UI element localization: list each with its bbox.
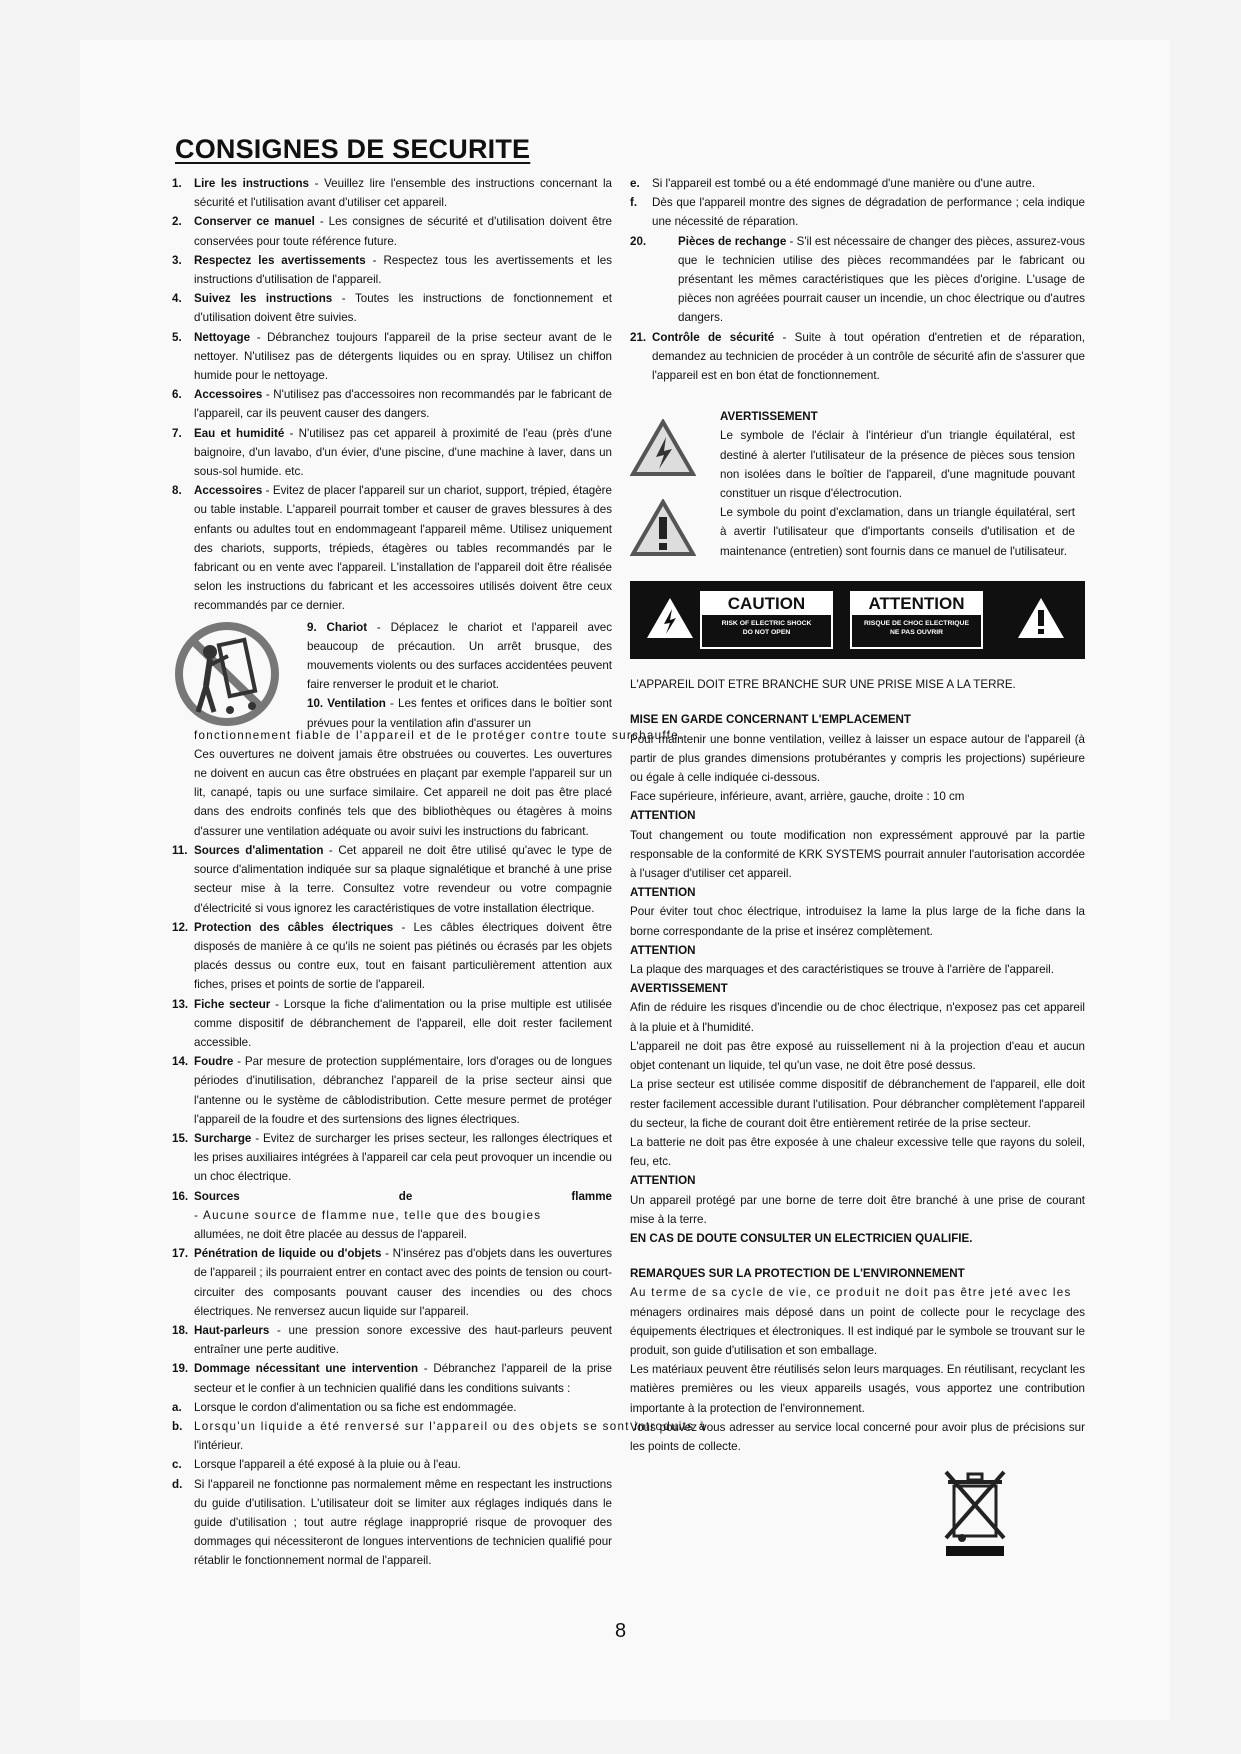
lettered-item: e. Si l'appareil est tombé ou a été endommagé d'une manière ou d'une autre. <box>630 177 1036 190</box>
warning-block <box>630 407 1085 558</box>
environment-title: REMARQUES SUR LA PROTECTION DE L'ENVIRONNEMENT <box>630 1267 965 1281</box>
item-16: 16. Sources de flamme - Aucune source de flamme nue, telle que des bougies allumées, ne doit être placée au dessus de l'appareil. <box>172 1189 612 1241</box>
environment-line: Au terme de sa cycle de vie, ce produit ne doit pas être jeté avec les <box>630 1286 1072 1300</box>
attention-box: ATTENTION RISQUE DE CHOC ELECTRIQUE NE PAS OUVRIR <box>850 591 983 649</box>
numbered-item: 18. Haut-parleurs - une pression sonore excessive des haut-parleurs peuvent entraîner une perte auditive. <box>172 1323 612 1357</box>
numbered-item: 7. Eau et humidité - N'utilisez pas cet appareil à proximité de l'eau (près d'une baignoire, d'un lavabo, d'un évier, d'une piscine, d'une machine à laver, dans un sous-sol humide. etc. <box>172 426 612 479</box>
lettered-item: f. Dès que l'appareil montre des signes de dégradation de performance ; cela indique une nécessité de réparation. <box>630 196 1085 229</box>
exclamation-warning-icon <box>630 499 696 557</box>
attention-text: Un appareil protégé par une borne de terre doit être branché à une prise de courant mise à la terre. <box>630 1193 1085 1226</box>
avertissement-text: La prise secteur est utilisée comme dispositif de débranchement de l'appareil, elle doit rester facilement accessible durant l'utilisation. Pour débrancher complètement l'appareil du secteur, la fiche de courant doit être entièrement retirée de la prise secteur. <box>630 1078 1085 1130</box>
mise-dimensions: Face supérieure, inférieure, avant, arrière, gauche, droite : 10 cm <box>630 790 965 804</box>
caution-box: CAUTION RISK OF ELECTRIC SHOCK DO NOT OPEN <box>700 591 833 649</box>
avertissement-text: L'appareil ne doit pas être exposé au ruissellement ni à la projection d'eau et aucun objet contenant un liquide, tel qu'un vase, ne doit être posé dessus. <box>630 1039 1085 1073</box>
ventilation-text: Ces ouvertures ne doivent jamais être obstruées ou couvertes. Les ouvertures ne doivent en aucun cas être obstruées en plaçant par exemple l'appareil sur un lit, canapé, tapis ou une surface similaire. Cet appareil ne doit pas être placé dans des endroits confinés tels que des bibliothèques ou étagères à moins d'assurer une ventilation adéquate ou avoir suivi les instructions du fabricant. <box>194 747 612 838</box>
attention-text: La plaque des marquages et des caractéristiques se trouve à l'arrière de l'appareil. <box>630 963 1054 977</box>
numbered-item: 2. Conserver ce manuel - Les consignes de sécurité et d'utilisation doivent être conservées pour toute référence future. <box>172 215 612 248</box>
warning-exclamation-text: Le symbole du point d'exclamation, dans un triangle équilatéral, sert à avertir l'utilisateur que d'importants conseils d'utilisation et de maintenance (entretien) sont fournis dans ce manuel de l'utilisateur. <box>720 506 1075 558</box>
attention-title: ATTENTION <box>630 1174 696 1188</box>
left-column <box>172 174 707 1571</box>
lettered-item: a. Lorsque le cordon d'alimentation ou sa fiche est endommagée. <box>172 1400 517 1414</box>
right-column <box>630 174 1085 1566</box>
numbered-item: 3. Respectez les avertissements - Respectez tous les avertissements et les instructions d'utilisation de l'appareil. <box>172 253 613 287</box>
ventilation-line: fonctionnement fiable de l'appareil et de le protéger contre toute surchauffe. <box>194 728 684 742</box>
attention-text: Tout changement ou toute modification non expressément approuvé par la partie responsable de la conformité de KRK SYSTEMS pourrait annuler l'autorisation accordée à l'usager d'utiliser cet appareil. <box>630 828 1085 881</box>
item-20: 20. Pièces de rechange - S'il est nécessaire de changer des pièces, assurez-vous que le technicien utilise des pièces recommandées par le fabricant ou présentant les mêmes caractéristiques que les pièces d'origine. L'usage de pièces non agréées pourrait causer un incendie, un choc électrique ou d'autres dangers. <box>630 234 1085 325</box>
warning-lightning-text: Le symbole de l'éclair à l'intérieur d'un triangle équilatéral, est destiné à alerter l'utilisateur de la présence de pièces sous tension non isolées dans le boîtier de l'appareil, d'une magnitude pouvant constituer un risque d'électrocution. <box>720 429 1075 501</box>
numbered-item: 12. Protection des câbles électriques - Les câbles électriques doivent être disposés de manière à ce qu'ils ne soient pas piétinés ou écrasés par les objets placés dessus ou contre eux, tout en faisant particulièrement attention aux fiches, prises et points de sortie de l'appareil. <box>172 920 612 992</box>
exclamation-warning-icon <box>1015 595 1067 641</box>
lettered-item: d. Si l'appareil ne fonctionne pas normalement même en respectant les instructions du guide d'utilisation. L'utilisateur doit se limiter aux réglages indiqués dans le guide d'utilisation ; tout autre réglage inapproprié risque de provoquer des dommages qui nécessiteront de longues interventions de technicien qualifié pour rétablir le fonctionnement normal de l'appareil. <box>172 1477 612 1568</box>
lettered-item: l'intérieur. <box>194 1439 244 1453</box>
page-number: 8 <box>614 1620 627 1642</box>
numbered-item: 1. Lire les instructions - Veuillez lire l'ensemble des instructions concernant la sécurité et l'utilisation avant d'utiliser cet appareil. <box>172 177 613 210</box>
environment-text: Les matériaux peuvent être réutilisés selon leurs marquages. En réutilisant, recyclant les matières premières ou les vieux appareils usagés, vous apportez une contribution importante à la protection de l'environnement. <box>630 1363 1085 1415</box>
attention-title: ATTENTION <box>630 943 696 957</box>
numbered-item: 13. Fiche secteur - Lorsque la fiche d'alimentation ou la prise multiple est utilisée comme dispositif de débranchement de l'appareil, elle doit rester facilement accessible. <box>172 997 613 1049</box>
environment-text: Vous pouvez vous adresser au service local concerné pour avoir plus de précisions sur les points de collecte. <box>630 1420 1085 1453</box>
lettered-item: b. Lorsqu'un liquide a été renversé sur l'appareil ou des objets se sont introduits à <box>172 1419 707 1433</box>
tip-over-cart-icon <box>172 622 282 726</box>
attention-text: Pour éviter tout choc électrique, introduisez la lame la plus large de la fiche dans la borne correspondante de la prise et insérez complètement. <box>630 905 1085 938</box>
numbered-item: 14. Foudre - Par mesure de protection supplémentaire, lors d'orages ou de longues périodes d'inutilisation, débranchez l'appareil de la prise secteur ainsi que l'antenne ou le système de câblodistribution. Cette mesure permet de protéger l'appareil de la foudre et des surtensions des lignes électriques. <box>172 1055 612 1126</box>
chariot-block <box>172 618 613 730</box>
environment-text: ménagers ordinaires mais déposé dans un point de collecte pour le recyclage des équipements électriques et électroniques. Il est indiqué par le symbole se trouvant sur le produit, son guide d'utilisation et son emballage. <box>630 1305 1085 1357</box>
caution-label <box>630 581 1085 659</box>
attention-title: ATTENTION <box>630 809 696 823</box>
numbered-item: 17. Pénétration de liquide ou d'objets - N'insérez pas d'objets dans les ouvertures de l'appareil ; ils pourraient entrer en contact avec des points de tension ou court-circuiter des composants pouvant causer des incendies ou des chocs électriques. Ne renversez aucun liquide sur l'appareil. <box>172 1247 612 1318</box>
item-10-ventilation: 10. Ventilation - Les fentes et orifices dans le boîtier sont prévues pour la ventilation afin d'assurer un <box>307 697 612 730</box>
lightning-warning-icon <box>644 595 696 641</box>
avertissement-text: Afin de réduire les risques d'incendie ou de choc électrique, n'exposez pas cet appareil à la pluie et à l'humidité. <box>630 1001 1085 1034</box>
page-title: CONSIGNES DE SECURITE <box>175 134 531 164</box>
numbered-item: 8. Accessoires - Evitez de placer l'appareil sur un chariot, support, trépied, étagère ou table instable. L'appareil pourrait tomber et causer de graves blessures à des enfants ou adultes tout en endommageant l'appareil même. Utilisez uniquement des chariots, supports, trépieds, étagères ou tables recommandés par le fabricant ou en vente avec l'appareil. L'installation de l'appareil doit être réalisée selon les instructions du fabricant et les accessoires utilisés doivent être ceux recommandés par ce dernier. <box>172 484 612 613</box>
numbered-item: 19. Dommage nécessitant une intervention - Débranchez l'appareil de la prise secteur et le confier à un technicien qualifié dans les conditions suivants : <box>172 1362 612 1395</box>
doute-notice: EN CAS DE DOUTE CONSULTER UN ELECTRICIEN QUALIFIE. <box>630 1231 973 1245</box>
item-9-chariot: 9. Chariot - Déplacez le chariot et l'appareil avec beaucoup de précaution. Un arrêt brusque, des mouvements violents ou des surfaces accidentées peuvent faire renverser le produit et le chariot. <box>307 620 613 692</box>
item-21: 21. Contrôle de sécurité - Suite à tout opération d'entretien et de réparation, demandez au technicien de procéder à un contrôle de sécurité afin de s'assurer que l'appareil est en bon état de fonctionnement. <box>630 330 1085 383</box>
earth-notice: L'APPAREIL DOIT ETRE BRANCHE SUR UNE PRISE MISE A LA TERRE. <box>630 678 1016 692</box>
attention-title: ATTENTION <box>630 886 696 900</box>
lightning-warning-icon <box>630 419 696 477</box>
mise-text: Pour maintenir une bonne ventilation, veillez à laisser un espace autour de l'appareil (à partir de plus grandes dimensions protubérantes y compris les projections) supérieure ou égale à celle indiquée ci-dessous. <box>630 732 1085 785</box>
warning-title: AVERTISSEMENT <box>720 410 818 424</box>
lettered-item: c. Lorsque l'appareil a été exposé à la pluie ou à l'eau. <box>172 1458 461 1472</box>
numbered-item: 5. Nettoyage - Débranchez toujours l'appareil de la prise secteur avant de le nettoyer. N'utilisez pas de détergents liquides ou en spray. Utilisez un chiffon humide pour le nettoyage. <box>172 330 612 383</box>
numbered-item: 11. Sources d'alimentation - Cet appareil ne doit être utilisé qu'avec le type de source d'alimentation indiquée sur sa plaque signalétique et branché à une prise secteur mise à la terre. Consultez votre revendeur ou votre compagnie d'électricité si vous ignorez les caractéristiques de votre installation électrique. <box>172 843 612 915</box>
numbered-item: 4. Suivez les instructions - Toutes les instructions de fonctionnement et d'utilisation doivent être suivies. <box>172 292 613 325</box>
weee-bin-icon <box>940 1464 1010 1560</box>
avertissement-text: La batterie ne doit pas être exposée à une chaleur excessive telle que rayons du soleil, feu, etc. <box>630 1135 1085 1169</box>
numbered-item: 6. Accessoires - N'utilisez pas d'accessoires non recommandés par le fabricant de l'appareil, car ils peuvent causer des dangers. <box>172 388 612 421</box>
numbered-item: 15. Surcharge - Evitez de surcharger les prises secteur, les rallonges électriques et les prises auxiliaires intégrées à l'appareil car cela peut provoquer un incendie ou un choc électrique. <box>172 1131 612 1184</box>
mise-en-garde-title: MISE EN GARDE CONCERNANT L'EMPLACEMENT <box>630 713 912 727</box>
avertissement-title: AVERTISSEMENT <box>630 982 728 996</box>
